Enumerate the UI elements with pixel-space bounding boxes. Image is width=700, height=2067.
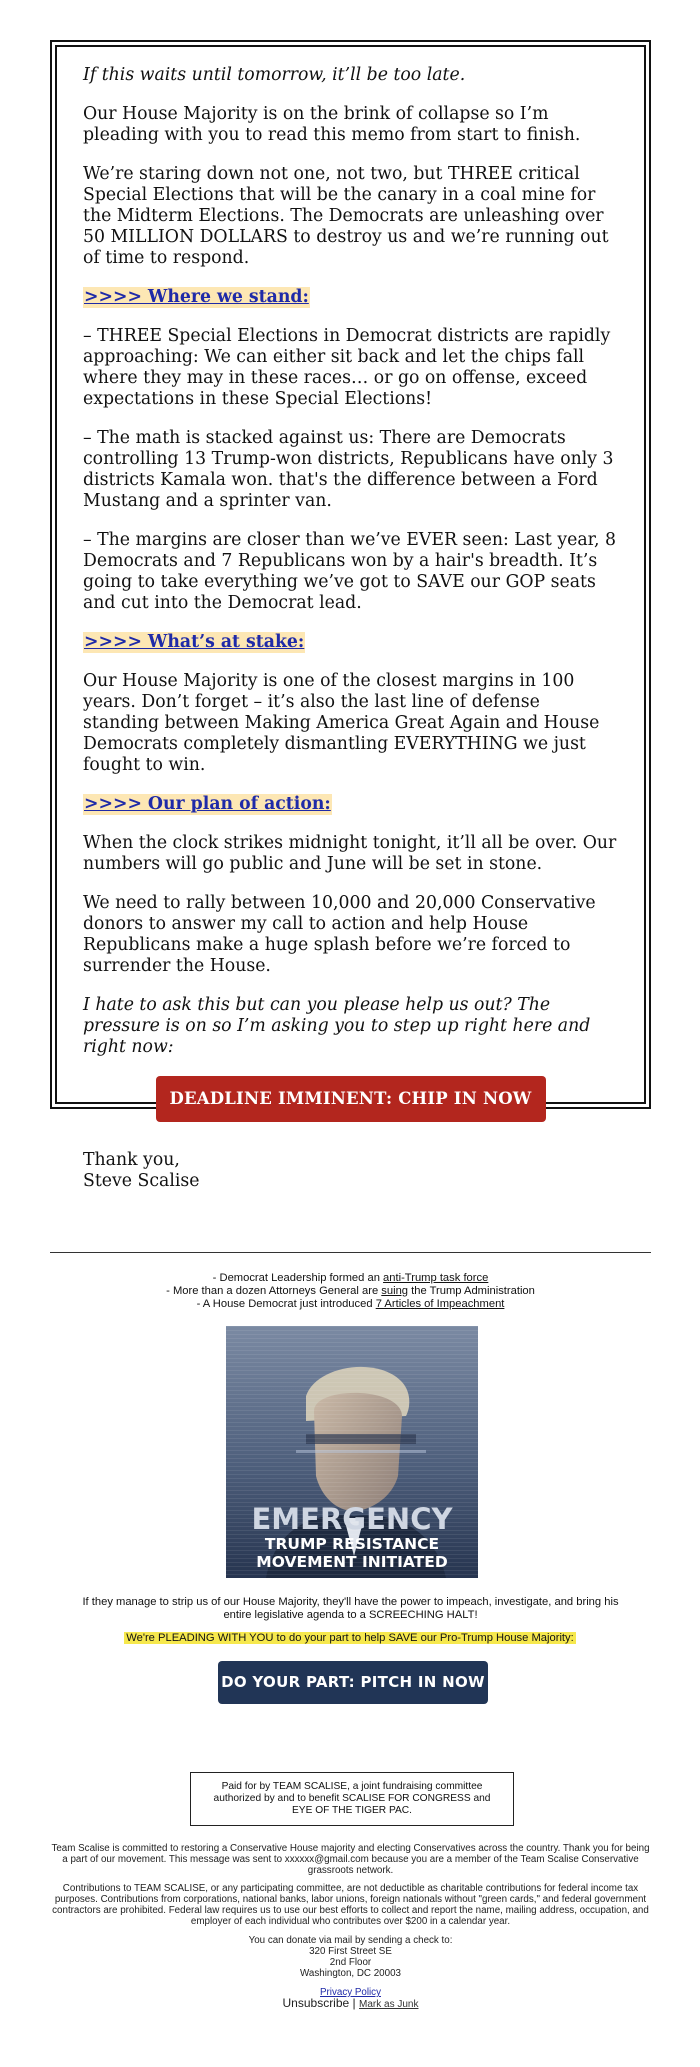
opening-line: If this waits until tomorrow, it’ll be too late. (83, 65, 466, 85)
paragraph: When the clock strikes midnight tonight, it’ll all be over. Our numbers will go public and June will be set in stone. (83, 833, 617, 874)
section-heading-plan-of-action[interactable]: >>>> Our plan of action: (84, 794, 331, 814)
mail-address: You can donate via mail by sending a check to: 320 First Street SE 2nd Floor Washington, DC 20003 (248, 1935, 453, 1979)
section-heading-whats-at-stake[interactable]: >>>> What’s at stake: (84, 632, 305, 652)
paragraph: – THREE Special Elections in Democrat districts are rapidly approaching: We can either sit back and let the chips fall where they may in these races… or go on offense, exceed expectations in these Special Elections! (83, 326, 611, 409)
paragraph: We need to rally between 10,000 and 20,000 Conservative donors to answer my call to action and help House Republicans make a huge splash before we’re forced to surrender the House. (83, 893, 596, 976)
privacy-policy-link[interactable]: Privacy Policy (320, 1987, 381, 1998)
footer-legal: Contributions to TEAM SCALISE, or any participating committee, are not deductible as charitable contributions for federal income tax purposes. Contributions from corporations, national banks, labor unions, foreign nationals without "green cards," and federal government contractors are prohibited. Federal law requires us to use our best efforts to collect and report the name, mailing address, occupation, and employer of each individual who contributes over $200 in a calendar year. (52, 1883, 649, 1927)
unsubscribe-link[interactable]: Unsubscribe (282, 1996, 350, 2010)
impeach-warning: If they manage to strip us of our House Majority, they'll have the power to impeach, investigate, and bring his entire legislative agenda to a SCREECHING HALT! (82, 1596, 619, 1621)
news-bullets (50, 1272, 651, 1311)
section-heading-where-we-stand[interactable]: >>>> Where we stand: (84, 287, 309, 307)
signoff (83, 1150, 618, 1192)
emergency-title: EMERGENCY (251, 1502, 453, 1536)
emergency-illustration (226, 1326, 478, 1578)
paragraph: – The math is stacked against us: There are Democrats controlling 13 Trump-won districts, Republicans have only 3 districts Kamala won. that's the difference between a Ford Mustang and a sprinter van. (83, 428, 614, 511)
chip-in-button[interactable]: DEADLINE IMMINENT: CHIP IN NOW (156, 1076, 546, 1122)
bullet-link[interactable]: anti-Trump task force (383, 1272, 489, 1284)
letter-frame (50, 40, 651, 1191)
paragraph: We’re staring down not one, not two, but THREE critical Special Elections that will be the canary in a coal mine for the Midterm Elections. The Democrats are unleashing over 50 MILLION DOLLARS to destroy us and we’re running out of time to respond. (83, 164, 609, 268)
footer-links (50, 1987, 651, 2010)
bullet-item: - A House Democrat just introduced 7 Articles of Impeachment (196, 1298, 505, 1310)
pitch-in-button[interactable]: DO YOUR PART: PITCH IN NOW (218, 1661, 488, 1704)
emergency-subtitle-2: MOVEMENT INITIATED (256, 1553, 448, 1571)
letter-body (55, 45, 646, 1191)
emergency-image[interactable] (226, 1326, 478, 1578)
paragraph-appeal: I hate to ask this but can you please help us out? The pressure is on so I’m asking you to step up right here and right now: (83, 995, 591, 1057)
paid-for-disclaimer: Paid for by TEAM SCALISE, a joint fundraising committee authorized by and to benefit SCALISE FOR CONGRESS and EYE OF THE TIGER PAC. (190, 1772, 514, 1826)
emergency-subtitle-1: TRUMP RESISTANCE (264, 1535, 440, 1553)
paragraph: – The margins are closer than we’ve EVER seen: Last year, 8 Democrats and 7 Republicans won by a hair's breadth. It’s going to take everything we’ve got to SAVE our GOP seats and cut into the Democrat lead. (83, 530, 616, 613)
paragraph: Our House Majority is on the brink of collapse so I’m pleading with you to read this memo from start to finish. (83, 104, 581, 145)
separator: | (352, 1996, 356, 2010)
signature-name: Steve Scalise (83, 1171, 200, 1191)
bullet-link[interactable]: suing (381, 1285, 409, 1297)
pleading-callout (0, 1631, 700, 1645)
paragraph: Our House Majority is one of the closest margins in 100 years. Don’t forget – it’s also the last line of defense standing between Making America Great Again and House Democrats completely dismantling EVERYTHING we just fought to win. (83, 671, 600, 775)
mark-as-junk-link[interactable]: Mark as Junk (359, 1999, 419, 2010)
bullet-link[interactable]: 7 Articles of Impeachment (375, 1298, 505, 1310)
bullet-item: - More than a dozen Attorneys General are suing the Trump Administration (166, 1285, 535, 1297)
bullet-item: - Democrat Leadership formed an anti-Trump task force (212, 1272, 489, 1284)
footer-mission: Team Scalise is committed to restoring a Conservative House majority and electing Conservatives across the country. Thank you for being a part of our movement. This message was sent to xxxxxx@gmail.com because you are a member of the Team Scalise Conservative grassroots network. (51, 1843, 650, 1876)
pleading-highlight: We're PLEADING WITH YOU to do your part to help SAVE our Pro-Trump House Majority: (126, 1632, 574, 1644)
section-divider (50, 1252, 651, 1253)
thanks-text: Thank you, (83, 1150, 180, 1170)
